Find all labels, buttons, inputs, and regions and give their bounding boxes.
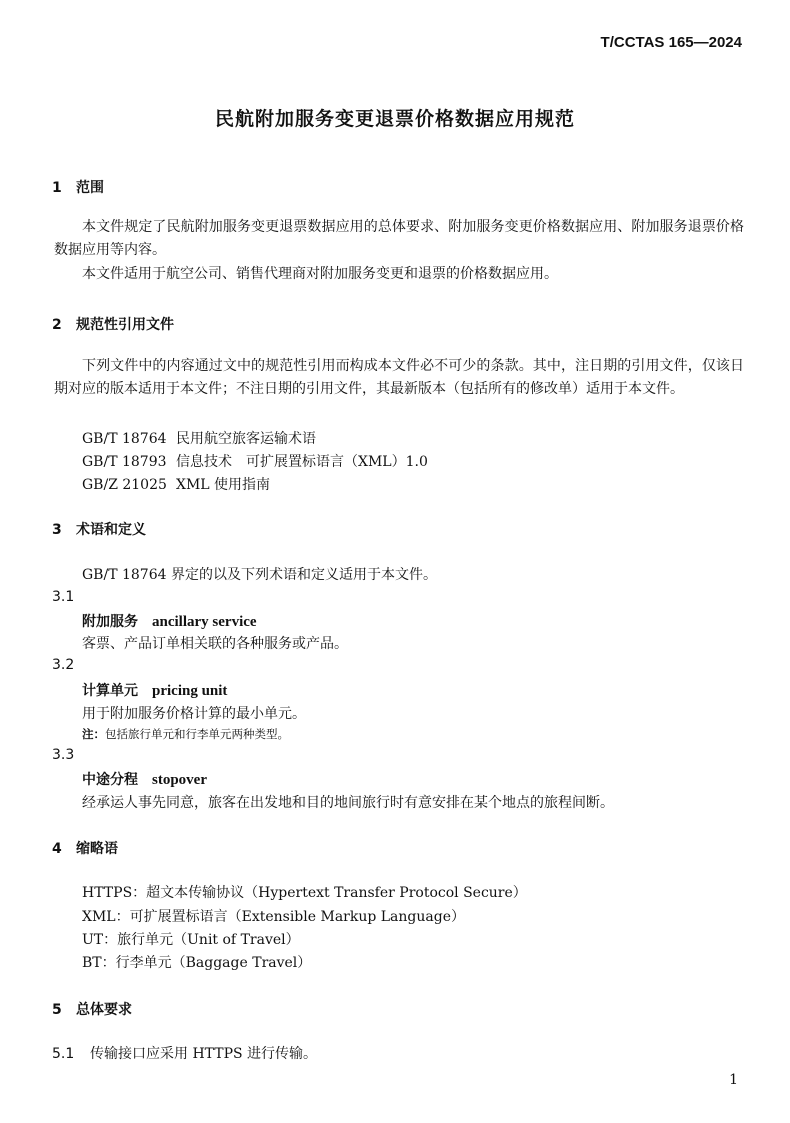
section-title: 范围 [76,180,104,196]
reference-title: XML 使用指南 [176,477,271,493]
section-title: 术语和定义 [76,522,146,538]
term-definition: 用于附加服务价格计算的最小单元。 [82,706,306,722]
note-text: 包括旅行单元和行李单元两种类型。 [105,727,289,741]
term-number: 3.1 [52,589,75,605]
term-definition: 经承运人事先同意，旅客在出发地和目的地间旅行时有意安排在某个地点的旅程间断。 [82,795,614,811]
reference-title: 信息技术 可扩展置标语言（XML）1.0 [176,454,428,470]
document-title: 民航附加服务变更退票价格数据应用规范 [214,108,575,130]
abbreviation-item: HTTPS：超文本传输协议（Hypertext Transfer Protocol Secure） [82,885,527,901]
section-heading-general-requirements [52,999,132,1019]
section-title: 规范性引用文件 [76,317,174,333]
abbreviation-item: XML：可扩展置标语言（Extensible Markup Language） [82,909,465,925]
term-note [82,726,289,742]
term-en: ancillary service [152,614,257,630]
clause-5-1 [52,1043,317,1063]
reference-code: GB/Z 21025 [82,477,167,493]
section-heading-normative-references [52,314,174,334]
term-heading [82,611,257,631]
reference-code: GB/T 18764 [82,431,167,447]
normative-intro-paragraph: 下列文件中的内容通过文中的规范性引用而构成本文件必不可少的条款。其中，注日期的引用文件，仅该日期对应的版本适用于本文件；不注日期的引用文件，其最新版本（包括所有的修改单）适用于本文件。 [54,358,744,397]
section-number: 1 [52,180,62,196]
section-title: 缩略语 [76,841,118,857]
section-number: 2 [52,317,62,333]
term-number: 3.3 [52,747,75,763]
section-number: 3 [52,522,62,538]
term-zh: 中途分程 [82,772,138,788]
term-definition: 客票、产品订单相关联的各种服务或产品。 [82,636,348,652]
term-zh: 计算单元 [82,683,138,699]
term-heading [82,680,227,700]
term-zh: 附加服务 [82,614,138,630]
abbreviation-item: BT：行李单元（Baggage Travel） [82,955,312,971]
section-title: 总体要求 [76,1002,132,1018]
reference-title: 民用航空旅客运输术语 [176,431,316,447]
clause-text: 传输接口应采用 HTTPS 进行传输。 [90,1046,318,1062]
reference-code: GB/T 18793 [82,454,167,470]
scope-paragraph-2: 本文件适用于航空公司、销售代理商对附加服务变更和退票的价格数据应用。 [82,266,558,282]
term-en: pricing unit [152,683,228,699]
reference-item [82,428,316,448]
section-heading-scope [52,177,104,197]
document-id: T/CCTAS 165—2024 [600,34,742,51]
note-label: 注： [82,727,105,741]
term-number: 3.2 [52,657,75,673]
section-heading-abbreviations [52,838,118,858]
scope-paragraph-1: 本文件规定了民航附加服务变更退票数据应用的总体要求、附加服务变更价格数据应用、附加服务退票价格数据应用等内容。 [54,219,744,258]
section-number: 4 [52,841,62,857]
term-heading [82,769,207,789]
abbreviation-item: UT：旅行单元（Unit of Travel） [82,932,300,948]
section-heading-terms [52,519,146,539]
section-number: 5 [52,1002,62,1018]
term-en: stopover [152,772,207,788]
terms-intro: GB/T 18764 界定的以及下列术语和定义适用于本文件。 [82,567,437,583]
reference-item [82,451,428,471]
clause-number: 5.1 [52,1046,75,1062]
reference-item [82,474,270,494]
page-number: 1 [729,1072,738,1088]
